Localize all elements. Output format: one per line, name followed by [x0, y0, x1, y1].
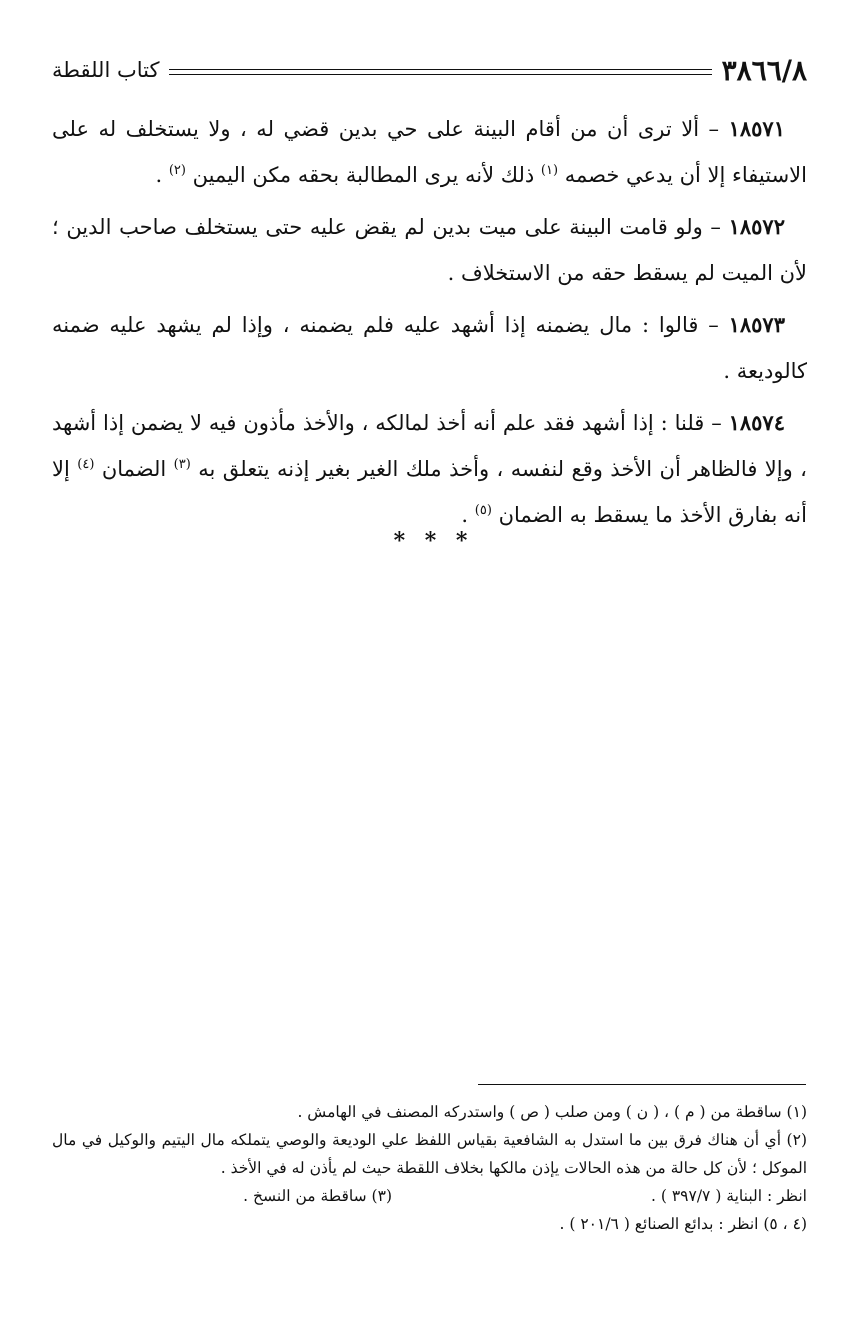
paragraph-text: – قلنا : إذا أشهد فقد علم أنه أخذ لمالكه ، والأخذ مأذون فيه لا يضمن إذا أشهد ، وإلا فالظاهر أن الأخذ وقع لنفسه ، وأخذ ملك الغير بغير إذنه يتعلق به: [52, 411, 807, 481]
footnote-4-5: (٤ ، ٥) انظر : بدائع الصنائع ( ٢٠١/٦ ) .: [559, 1215, 807, 1233]
paragraph-number: ١٨٥٧٣: [728, 312, 785, 337]
paragraph-number: ١٨٥٧٤: [728, 410, 785, 435]
paragraph-end: .: [155, 163, 163, 187]
paragraph-text: – ألا ترى أن من أقام البينة على حي بدين قضي له ، ولا يستخلف له على الاستيفاء إلا أن يدعي خصمه: [52, 117, 807, 187]
paragraph-text: – ولو قامت البينة على ميت بدين لم يقض عليه حتى يستخلف صاحب الدين ؛ لأن الميت لم يسقط حقه من الاستخلاف .: [52, 215, 807, 285]
page-header: [52, 50, 807, 90]
paragraph-number: ١٨٥٧١: [728, 116, 785, 141]
footnote-1: (١) ساقطة من ( م ) ، ( ن ) ومن صلب ( ص ) واستدركه المصنف في الهامش .: [297, 1103, 807, 1121]
footnote-ref[interactable]: (١): [540, 163, 559, 178]
book-title: كتاب اللقطة: [52, 58, 160, 82]
footnote-ref[interactable]: (٤): [77, 457, 95, 472]
header-rule: [169, 69, 711, 75]
footnote-ref[interactable]: (٢): [168, 163, 186, 178]
footnote-row: [52, 1182, 807, 1210]
main-text: [52, 106, 807, 544]
paragraph-end: .: [461, 503, 469, 527]
footnote-rule: [478, 1084, 806, 1085]
paragraph-number: ١٨٥٧٢: [728, 214, 785, 239]
section-separator: * * *: [393, 528, 474, 554]
paragraph-18571: [52, 106, 807, 198]
footnotes: [52, 1098, 807, 1238]
paragraph-18573: [52, 302, 807, 394]
paragraph-text: الضمان: [101, 457, 167, 481]
paragraph-18572: [52, 204, 807, 296]
paragraph-text: ذلك لأنه يرى المطالبة بحقه مكن اليمين: [192, 163, 535, 187]
paragraph-18574: [52, 400, 807, 538]
footnote-ref[interactable]: (٥): [474, 503, 492, 518]
paragraph-text: – قالوا : مال يضمنه إذا أشهد عليه فلم يضمنه ، وإذا لم يشهد عليه ضمنه كالوديعة .: [52, 313, 807, 383]
footnote-2-reference: انظر : البناية ( ٣٩٧/٧ ) .: [651, 1187, 807, 1205]
page-number: ٣٨٦٦/٨: [721, 53, 807, 87]
footnote-3: (٣) ساقطة من النسخ .: [243, 1187, 392, 1205]
footnote-2: (٢) أي أن هناك فرق بين ما استدل به الشافعية بقياس اللفظ علي الوديعة والوصي يتملكه مال اليتيم والوكيل في مال الموكل ؛ لأن كل حالة من هذه الحالات يإذن مالكها بخلاف اللقطة حيث لم يأذن له في الأخذ .: [52, 1131, 807, 1177]
footnote-ref[interactable]: (٣): [173, 457, 191, 472]
paragraph-text: إلا أنه بفارق الأخذ ما يسقط به الضمان: [52, 457, 807, 527]
